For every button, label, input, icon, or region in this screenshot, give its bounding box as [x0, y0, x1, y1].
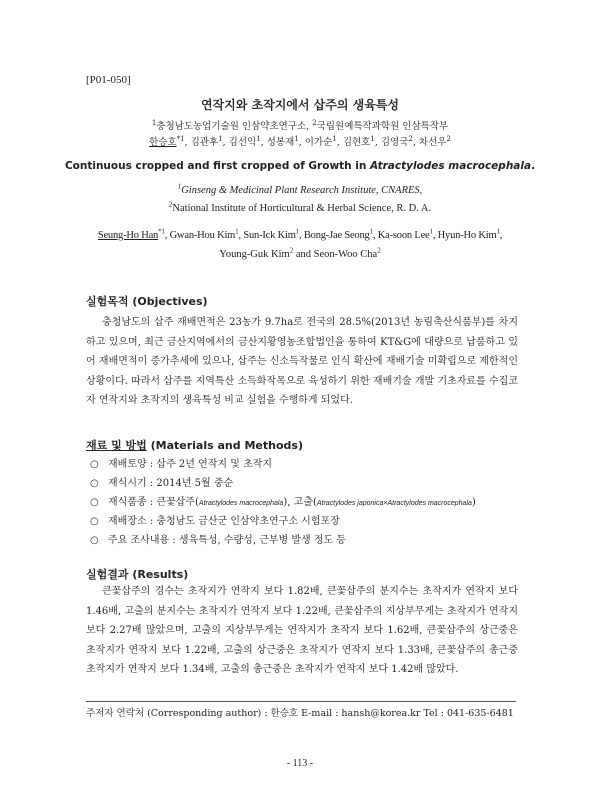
materials-heading: [86, 437, 303, 453]
affiliation-sup: 2: [168, 200, 173, 209]
list-item: [90, 455, 520, 474]
english-affiliation-1: [0, 182, 600, 196]
page-number: - 113 -: [286, 758, 314, 769]
affiliation-org: National Institute of Horticultural & Herbal Science, R. D. A.: [172, 203, 432, 214]
corresponding-author: 주저자 연락처 (Corresponding author) : 한승호 E-mail : hansh@korea.kr Tel : 041-635-6481: [86, 708, 514, 719]
english-title-species: Atractylodes macrocephala: [370, 160, 532, 172]
affiliation-sup: 1: [151, 118, 157, 127]
list-item: [90, 531, 520, 550]
english-title-prefix: Continuous cropped and first cropped of Growth in: [64, 160, 371, 172]
author-affiliation-sup: 1: [496, 227, 500, 236]
author-affiliation-sup: 2: [289, 246, 294, 255]
author-affiliation-sup: 1: [429, 227, 433, 236]
abstract-code: [P01-050]: [86, 74, 131, 86]
list-item-text: 재식시기 : 2014년 5월 중순: [108, 478, 234, 489]
english-title: [0, 160, 600, 172]
list-item-text: 재배토양 : 삽주 2년 연작지 및 초작지: [108, 459, 273, 470]
author-name: 차선우: [418, 137, 447, 148]
author-affiliation-sup: *1: [176, 134, 185, 143]
list-item-text: 재배장소 : 충청남도 금산군 인삼약초연구소 시험포장: [108, 516, 340, 527]
materials-heading-english: (Materials and Methods): [146, 439, 303, 452]
english-authors-line-2: Young-Guk Kim$^2$ and Seon-Woo Cha$^2$: [219, 246, 381, 260]
author-name: 성봉재: [266, 137, 295, 148]
author-affiliation-sup: 1: [218, 134, 223, 143]
author-name: 김현호: [342, 137, 371, 148]
author-name: Hyun-Ho Kim: [437, 230, 497, 241]
list-item-text: ), 고출(: [283, 497, 317, 508]
english-affiliation-2: [0, 200, 600, 214]
species-name: Atractylodes japonica: [316, 500, 384, 507]
affiliation-sup: 2: [312, 118, 317, 127]
objectives-heading: 실험목적 (Objectives): [86, 295, 208, 308]
list-item: [90, 474, 520, 493]
english-authors-line-1: Seung-Ho Han$^{*1}$, Gwan-Hou Kim$^1$, Sun-Ick Kim$^1$, Bong-Jae Seong$^1$, Ka-soon Lee$^1$, Hyun-Ho Kim$^1$,: [97, 227, 503, 241]
author-name: 김관후: [190, 137, 219, 148]
author-name: Young-Guk Kim: [219, 249, 290, 260]
author-affiliation-sup: 1: [370, 134, 375, 143]
list-item: [90, 493, 520, 512]
objectives-body: [86, 313, 518, 411]
author-name: 이가순: [304, 137, 333, 148]
author-name: Bong-Jae Seong: [303, 230, 370, 241]
cross-symbol: ×: [383, 500, 388, 507]
author-name: 김선익: [228, 137, 257, 148]
affiliation-org: 충청남도농업기술원 인삼약초연구소,: [156, 121, 310, 132]
korean-authors: 한승호$^{*1}$, 김관후$^1$, 김선익$^1$, 성봉재$^1$, 이가순$^1$, 김현호$^1$, 김영국$^2$, 차선우$^2$: [149, 134, 451, 148]
list-item-text: ): [471, 497, 476, 508]
author-affiliation-sup: 1: [332, 134, 337, 143]
bullet-icon: ○: [90, 497, 99, 508]
author-name: Ka-soon Lee: [377, 230, 430, 241]
author-affiliation-sup: 2: [377, 246, 381, 255]
materials-list: [90, 455, 520, 550]
affiliation-org: 국립원예특작과학원 인삼특작부: [316, 121, 449, 132]
affiliation-org: Ginseng & Medicinal Plant Research Institute, CNARES,: [181, 185, 423, 196]
author-name: Sun-Ick Kim: [243, 230, 296, 241]
english-title-suffix: .: [531, 160, 536, 172]
bullet-icon: ○: [90, 535, 99, 546]
author-name: Seon-Woo Cha: [313, 249, 378, 260]
bullet-icon: ○: [90, 459, 99, 470]
bullet-icon: ○: [90, 478, 99, 489]
materials-heading-korean: 재료 및 방법: [86, 439, 147, 452]
results-heading: 실험결과 (Results): [86, 568, 189, 581]
list-item: [90, 512, 520, 531]
author-name: Gwan-Hou Kim: [169, 230, 236, 241]
list-item-text: 재식품종 : 큰꽃삽주(: [108, 497, 199, 508]
author-affiliation-sup: 1: [256, 134, 261, 143]
author-affiliation-sup: 2: [446, 134, 451, 143]
results-text: 큰꽃삽주의 경수는 초작지가 연작지 보다 1.82배, 큰꽃삽주의 분지수는 초작지가 연작지 보다 1.46배, 고출의 분지수는 초작지가 연작지 보다 1.22배, 큰꽃삽주의 지상부무게는 초작지가 연작지 보다 2.27배 많았으며, 고출의 지상부무게는 연작지가 초작지 보다 1.62배, 큰꽃삽주의 상근중은 초작지가 연작지 보다 1.22배, 고출의 상근중은 초작지가 연작지 보다 1.33배, 큰꽃삽주의 총근중 초작지가 연작지 보다 1.34배, 고출의 총근중은 초작지가 연작지 보다 1.42배 많았다.: [86, 586, 518, 676]
author-name: Seung-Ho Han: [97, 230, 159, 241]
footnote-divider: [86, 701, 516, 702]
species-name: Atractylodes macrocephala: [387, 500, 472, 507]
species-name: Atractylodes macrocephala: [198, 500, 284, 507]
author-name: 김영국: [380, 137, 409, 148]
korean-affiliation: [0, 118, 600, 132]
korean-title: 연작지와 초작지에서 삽주의 생육특성: [200, 98, 399, 112]
author-affiliation-sup: 1: [295, 227, 299, 236]
author-affiliation-sup: *1: [158, 227, 165, 236]
affiliation-sup: 1: [177, 182, 182, 191]
list-item-text: 주요 조사내용 : 생육특성, 수량성, 근부병 발생 정도 등: [108, 535, 347, 546]
author-affiliation-sup: 2: [408, 134, 413, 143]
objectives-text: 충청남도의 삽주 재배면적은 23농가 9.7ha로 전국의 28.5%(2013년 농림축산식품부)를 차지하고 있으며, 최근 금산지역에서의 금산지황영농조합법인을 통하여 KT&G에 대량으로 납품하고 있어 재배면적이 증가추세에 있으나, 삽주는 신소득작물로 인식 확산에 재배기술 미확립으로 제한적인 상황이다. 따라서 삽주를 지역특산 소득화작목으로 육성하기 위한 재배기술 개발 기초자료를 수집코자 연작지와 초작지의 생육특성 비교 실험을 수행하게 되었다.: [86, 317, 518, 407]
bullet-icon: ○: [90, 516, 99, 527]
author-affiliation-sup: 1: [294, 134, 299, 143]
author-affiliation-sup: 1: [369, 227, 373, 236]
results-body: [86, 582, 518, 680]
author-name: 한승호: [149, 137, 177, 148]
author-affiliation-sup: 1: [235, 227, 239, 236]
